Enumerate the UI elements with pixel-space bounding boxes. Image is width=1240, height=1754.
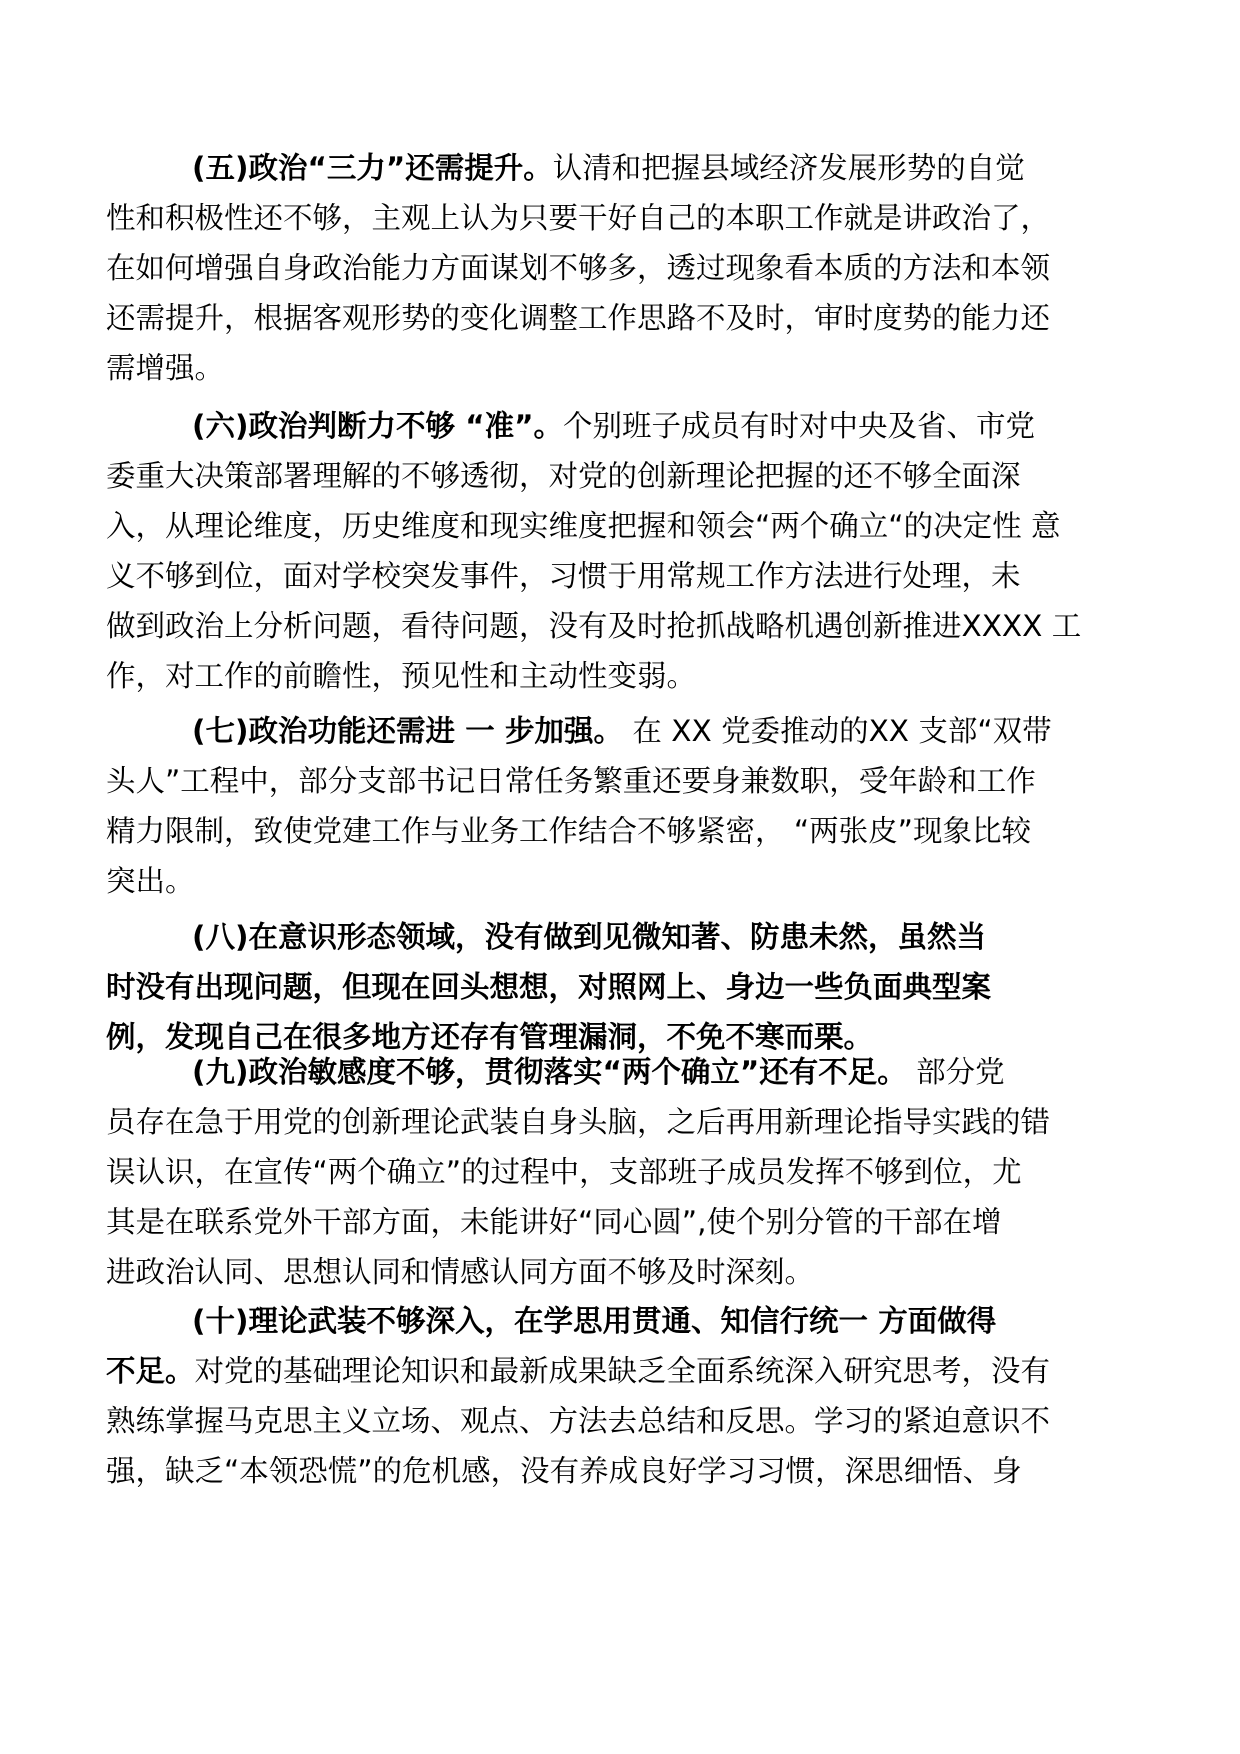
text-line: 需增强。: [106, 351, 225, 385]
text-line: 作，对工作的前瞻性，预见性和主动性变弱。: [106, 659, 697, 693]
paragraph-10: [106, 1296, 1136, 1496]
section-heading: (五)政治“三力”还需提升。: [192, 151, 553, 185]
paragraph-8: [106, 912, 1136, 1062]
paragraph-6: [106, 401, 1136, 701]
line-text: 认清和把握县域经济发展形势的自觉: [552, 151, 1025, 185]
text-line: 其是在联系党外干部方面，未能讲好“同心圆”,使个别分管的干部在增: [106, 1205, 1002, 1239]
text-line: [106, 706, 1136, 756]
section-heading: (七)政治功能还需进 一 步加强。: [192, 714, 624, 748]
text-line: 强，缺乏“本领恐慌”的危机感，没有养成良好学习习惯，深思细悟、身: [106, 1454, 1022, 1488]
line-text: 在 XX 党委推动的XX 支部“双带: [623, 714, 1052, 748]
text-line: 入，从理论维度，历史维度和现实维度把握和领会“两个确立“的决定性 意: [106, 509, 1061, 543]
section-heading: (九)政治敏感度不够，贯彻落实“两个确立”还有不足。: [192, 1055, 907, 1089]
text-line: 性和积极性还不够，主观上认为只要干好自己的本职工作就是讲政治了，: [106, 201, 1051, 235]
text-line: 委重大决策部署理解的不够透彻，对党的创新理论把握的还不够全面深: [106, 459, 1021, 493]
line-text: 对党的基础理论知识和最新成果缺乏全面系统深入研究思考，没有: [194, 1354, 1051, 1388]
text-line: 员存在急于用党的创新理论武装自身头脑，之后再用新理论指导实践的错: [106, 1105, 1051, 1139]
section-heading: (六)政治判断力不够 “准”。: [192, 409, 564, 443]
text-line: 做到政治上分析问题，看待问题，没有及时抢抓战略机遇创新推进XXXX 工: [106, 609, 1082, 643]
text-line: 误认识，在宣传“两个确立”的过程中，支部班子成员发挥不够到位，尤: [106, 1155, 1022, 1189]
text-line: 义不够到位，面对学校突发事件，习惯于用常规工作方法进行处理，未: [106, 559, 1021, 593]
section-heading: 不足。: [106, 1354, 195, 1388]
text-line: 进政治认同、思想认同和情感认同方面不够及时深刻。: [106, 1255, 815, 1289]
section-heading: (十)理论武装不够深入，在学思用贯通、知信行统一 方面做得: [192, 1304, 997, 1338]
text-line: [106, 1047, 1136, 1097]
paragraph-9: [106, 1047, 1136, 1297]
text-line: 时没有出现问题，但现在回头想想，对照网上、身边一些负面典型案: [106, 970, 992, 1004]
text-line: [106, 143, 1136, 193]
text-line: 还需提升，根据客观形势的变化调整工作思路不及时，审时度势的能力还: [106, 301, 1051, 335]
line-text: 个别班子成员有时对中央及省、市党: [563, 409, 1036, 443]
text-line: [106, 401, 1136, 451]
line-text: 部分党: [906, 1055, 1005, 1089]
text-line: 精力限制，致使党建工作与业务工作结合不够紧密， “两张皮”现象比较: [106, 814, 1031, 848]
text-line: 例，发现自己在很多地方还存有管理漏洞，不免不寒而栗。: [106, 1020, 874, 1054]
text-line: 头人”工程中，部分支部书记日常任务繁重还要身兼数职，受年龄和工作: [106, 764, 1036, 798]
paragraph-7: [106, 706, 1136, 906]
paragraph-5: [106, 143, 1136, 393]
text-line: (八)在意识形态领域，没有做到见微知著、防患未然，虽然当: [192, 920, 986, 954]
text-line: [106, 1346, 1136, 1396]
text-line: 在如何增强自身政治能力方面谋划不够多，透过现象看本质的方法和本领: [106, 251, 1051, 285]
text-line: 熟练掌握马克思主义立场、观点、方法去总结和反思。学习的紧迫意识不: [106, 1404, 1051, 1438]
text-line: 突出。: [106, 864, 195, 898]
